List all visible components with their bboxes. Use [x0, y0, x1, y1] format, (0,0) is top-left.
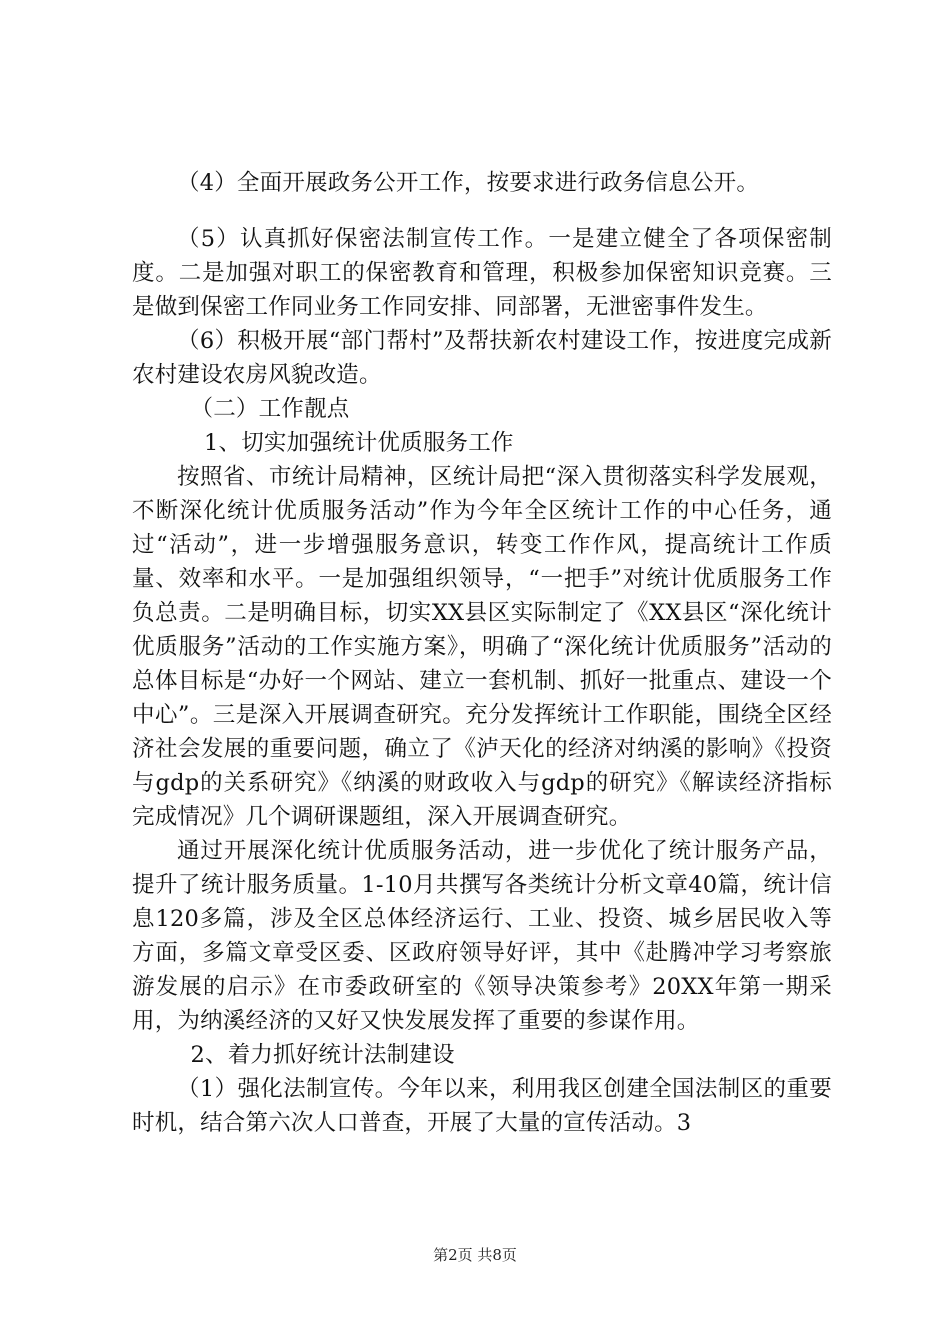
paragraph-service-results: 通过开展深化统计优质服务活动，进一步优化了统计服务产品，提升了统计服务质量。1-10月共撰写各类统计分析文章40篇，统计信息120多篇，涉及全区总体经济运行、工业、投资、城乡居民收入等方面，多篇文章受区委、区政府领导好评，其中《赴腾冲学习考察旅游发展的启示》在市委政研室的《领导决策参考》20XX年第一期采用，为纳溪经济的又好又快发展发挥了重要的参谋作用。 [132, 838, 832, 1034]
document-body [132, 166, 832, 1140]
subheading-1: 1、切实加强统计优质服务工作 [204, 430, 514, 456]
subheading-2: 2、着力抓好统计法制建设 [190, 1042, 455, 1068]
paragraph-service-work: 按照省、市统计局精神，区统计局把“深入贯彻落实科学发展观，不断深化统计优质服务活动”作为今年全区统计工作的中心任务，通过“活动”，进一步增强服务意识，转变工作作风，提高统计工作质量、效率和水平。一是加强组织领导，“一把手”对统计优质服务工作负总责。二是明确目标，切实XX县区实际制定了《XX县区“深化统计优质服务”活动的工作实施方案》，明确了“深化统计优质服务”活动的总体目标是“办好一个网站、建立一套机制、抓好一批重点、建设一个中心”。三是深入开展调查研究。充分发挥统计工作职能，围绕全区经济社会发展的重要问题，确立了《泸天化的经济对纳溪的影响》《投资与gdp的关系研究》《纳溪的财政收入与gdp的研究》《解读经济指标完成情况》几个调研课题组，深入开展调查研究。 [132, 464, 832, 830]
page-number-footer: 第2页 共8页 [433, 1246, 517, 1264]
paragraph-item-4: （4）全面开展政务公开工作，按要求进行政务信息公开。 [177, 170, 760, 196]
section-heading-2: （二）工作靓点 [190, 396, 350, 422]
paragraph-law-publicity: （1）强化法制宣传。今年以来，利用我区创建全国法制区的重要时机，结合第六次人口普查，开展了大量的宣传活动。3 [132, 1076, 832, 1136]
paragraph-item-6: （6）积极开展“部门帮村”及帮扶新农村建设工作，按进度完成新农村建设农房风貌改造。 [132, 328, 832, 388]
paragraph-item-5: （5）认真抓好保密法制宣传工作。一是建立健全了各项保密制度。二是加强对职工的保密教育和管理，积极参加保密知识竞赛。三是做到保密工作同业务工作同安排、同部署，无泄密事件发生。 [132, 226, 832, 320]
